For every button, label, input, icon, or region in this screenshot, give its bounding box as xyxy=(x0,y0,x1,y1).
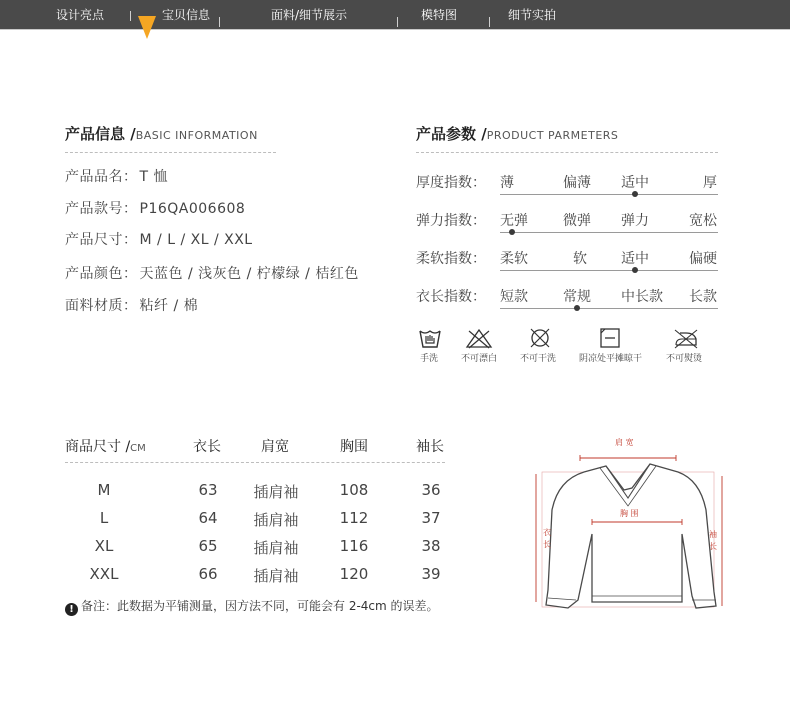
size-table-header-size: 商品尺寸 /CM xyxy=(65,439,146,455)
param-option: 短款 xyxy=(500,289,528,305)
divider xyxy=(65,152,276,153)
size-table-header-chest: 胸围 xyxy=(340,439,368,455)
nav-tab-design[interactable]: 设计亮点 xyxy=(56,8,105,22)
exclamation-icon: ! xyxy=(65,603,78,616)
param-label: 弹力指数： xyxy=(416,213,486,229)
cell-shoulder: 插肩袖 xyxy=(253,511,299,529)
care-label-no-iron: 不可熨烫 xyxy=(666,354,703,364)
basic-info-title: 产品信息 /BASIC INFORMATION xyxy=(65,125,258,143)
cell-chest: 112 xyxy=(339,509,369,527)
param-option: 长款 xyxy=(689,289,717,305)
cell-length: 63 xyxy=(198,481,218,499)
param-label: 柔软指数： xyxy=(416,251,486,267)
cell-sleeve: 39 xyxy=(421,565,441,583)
cell-sleeve: 38 xyxy=(421,537,441,555)
nav-tab-real-shots[interactable]: 细节实拍 xyxy=(508,8,557,22)
nav-separator xyxy=(219,17,220,27)
param-scale-line xyxy=(500,308,718,309)
param-option: 适中 xyxy=(621,175,649,191)
length-label-2: 长 xyxy=(543,540,551,549)
shade-dry-flat-icon xyxy=(599,327,621,349)
cell-chest: 116 xyxy=(339,537,369,555)
nav-tab-product-info[interactable]: 宝贝信息 xyxy=(162,8,211,22)
cell-chest: 120 xyxy=(339,565,369,583)
size-table-header-length: 衣长 xyxy=(193,439,221,455)
info-row-color: 产品颜色： 天蓝色 / 浅灰色 / 柠檬绿 / 桔红色 xyxy=(65,266,359,282)
cell-length: 64 xyxy=(198,509,218,527)
param-scale-line xyxy=(500,194,718,195)
no-bleach-icon xyxy=(465,327,493,349)
info-row-style-no: 产品款号： P16QA006608 xyxy=(65,201,246,217)
cell-shoulder: 插肩袖 xyxy=(253,567,299,585)
nav-tab-fabric-details[interactable]: 面料/细节展示 xyxy=(271,8,348,22)
cell-size: XL xyxy=(94,537,114,555)
tshirt-measure-diagram xyxy=(528,450,728,615)
cell-length: 65 xyxy=(198,537,218,555)
param-option: 软 xyxy=(573,251,587,267)
param-option: 中长款 xyxy=(621,289,663,305)
param-option: 柔软 xyxy=(500,251,528,267)
no-dry-clean-icon xyxy=(528,327,552,349)
info-row-material: 面料材质： 粘纤 / 棉 xyxy=(65,298,199,314)
param-option: 薄 xyxy=(500,175,514,191)
param-selected-marker xyxy=(574,305,580,311)
care-label-hand-wash: 手洗 xyxy=(420,354,439,364)
param-option: 宽松 xyxy=(689,213,717,229)
param-option: 适中 xyxy=(621,251,649,267)
cell-size: XXL xyxy=(89,565,119,583)
shoulder-measure-line xyxy=(580,455,676,461)
param-option: 常规 xyxy=(563,289,591,305)
divider xyxy=(416,152,718,153)
nav-separator xyxy=(397,17,398,27)
param-option: 弹力 xyxy=(621,213,649,229)
size-table-header-shoulder: 肩宽 xyxy=(261,439,289,455)
param-scale-line xyxy=(500,270,718,271)
divider xyxy=(65,462,445,463)
no-iron-icon xyxy=(672,327,700,349)
param-option: 无弹 xyxy=(500,213,528,229)
active-tab-marker-icon xyxy=(138,16,156,39)
shoulder-label: 肩 宽 xyxy=(615,438,634,447)
cell-length: 66 xyxy=(198,565,218,583)
care-label-no-dry-clean: 不可干洗 xyxy=(520,354,557,364)
size-note: ! 备注：此数据为平铺测量，因方法不同，可能会有 2-4cm 的误差。 xyxy=(65,597,439,616)
cell-sleeve: 36 xyxy=(421,481,441,499)
cell-size: M xyxy=(97,481,111,499)
info-row-name: 产品品名： T 恤 xyxy=(65,169,169,185)
param-label: 厚度指数： xyxy=(416,175,486,191)
param-selected-marker xyxy=(632,267,638,273)
param-option: 偏薄 xyxy=(563,175,591,191)
hand-wash-icon xyxy=(418,327,442,349)
param-selected-marker xyxy=(632,191,638,197)
cell-size: L xyxy=(99,509,109,527)
param-option: 偏硬 xyxy=(689,251,717,267)
nav-tab-model[interactable]: 模特图 xyxy=(421,8,458,22)
cell-shoulder: 插肩袖 xyxy=(253,539,299,557)
sleeve-label-2: 长 xyxy=(709,542,717,551)
top-nav xyxy=(0,0,790,29)
cell-sleeve: 37 xyxy=(421,509,441,527)
tshirt-outline xyxy=(546,464,716,608)
chest-label: 胸 围 xyxy=(620,509,639,518)
cell-shoulder: 插肩袖 xyxy=(253,483,299,501)
sleeve-label-1: 袖 xyxy=(709,530,717,539)
nav-underline xyxy=(0,29,790,30)
param-scale-line xyxy=(500,232,718,233)
nav-separator xyxy=(130,11,131,21)
param-label: 衣长指数： xyxy=(416,289,486,305)
param-option: 微弹 xyxy=(563,213,591,229)
cell-chest: 108 xyxy=(339,481,369,499)
param-option: 厚 xyxy=(703,175,717,191)
care-label-shade-dry: 阴凉处平摊晾干 xyxy=(579,354,643,364)
param-selected-marker xyxy=(509,229,515,235)
parameters-title: 产品参数 /PRODUCT PARMETERS xyxy=(416,125,619,143)
nav-separator xyxy=(489,17,490,27)
info-row-size: 产品尺寸： M / L / XL / XXL xyxy=(65,232,253,248)
size-table-header-sleeve: 袖长 xyxy=(416,439,444,455)
basic-info-subtitle: BASIC INFORMATION xyxy=(135,129,258,142)
parameters-subtitle: PRODUCT PARMETERS xyxy=(486,129,619,142)
length-label-1: 衣 xyxy=(543,528,551,537)
care-label-no-bleach: 不可漂白 xyxy=(461,354,498,364)
